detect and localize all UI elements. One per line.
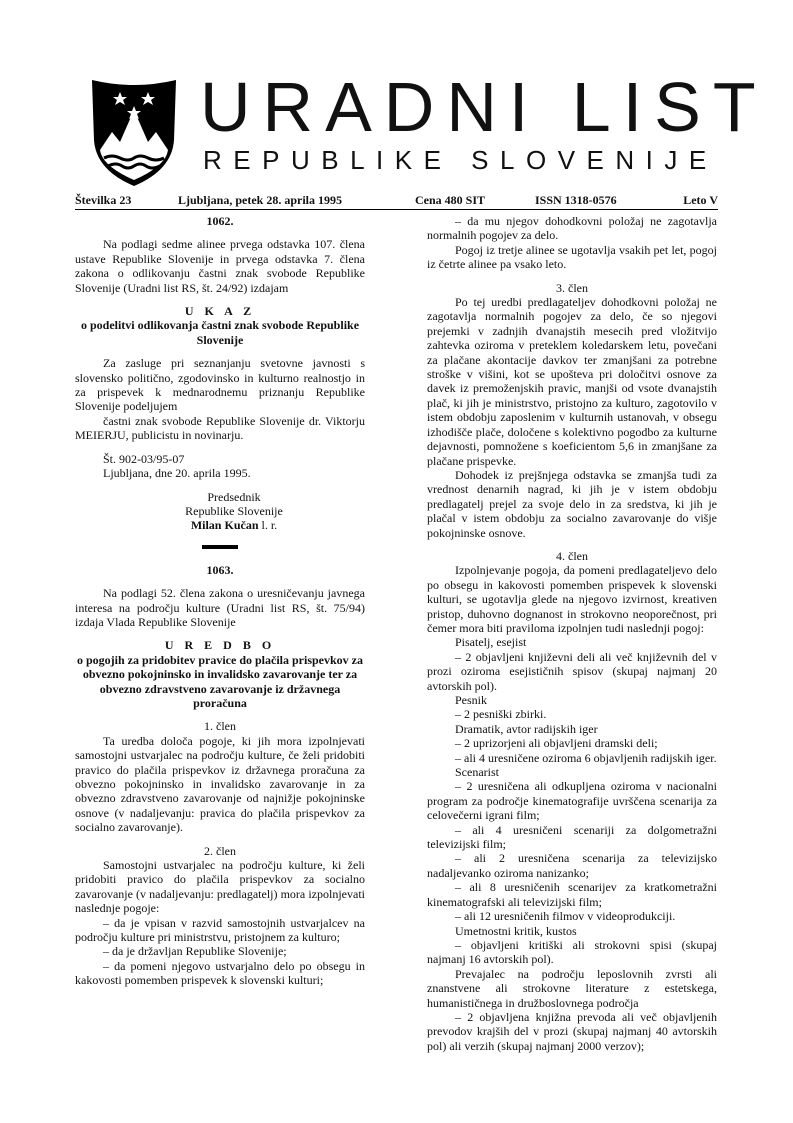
article-list-item: – 2 objavljena knjižna prevoda ali več objavljenih prevodov krajših del v prozi (skupaj najmanj 40 avtorskih pol) ali verzih (skupaj najmanj 2000 verzov); bbox=[427, 1009, 717, 1053]
masthead bbox=[0, 0, 793, 190]
act-1062-date: Ljubljana, dne 20. aprila 1995. bbox=[103, 466, 251, 481]
article-list-item: – objavljeni kritiški ali strokovni spisi (skupaj najmanj 16 avtorskih pol). bbox=[427, 937, 717, 967]
act-1063-heading: U R E D B O bbox=[164, 638, 276, 653]
article-list-item: – ali 2 uresničena scenarija za televizijsko nadaljevanko oziroma nanizanko; bbox=[427, 851, 717, 880]
article-list-item: – 2 pesniški zbirki. bbox=[455, 707, 547, 722]
article-text: Ta uredba določa pogoje, ki jih mora izpolnjevati samostojni ustvarjalec na področju kulture, če želi pridobiti pravico do plačila prispevkov iz državnega proračuna za obvezno pokojninsko in invalidsko zavarovanje in za obvezno zdravstveno zavarovanje od najnižje pokojninske osnove (v nadaljevanju: pravica do plačila prispevkov za socialno zavarovanje). bbox=[75, 733, 365, 835]
issue-number: Številka 23 bbox=[75, 193, 132, 207]
slovenia-coat-of-arms-icon bbox=[88, 76, 180, 188]
article-list-item: – ali 8 uresničenih scenarijev za kratkometražni kinematografski ali televizijski film; bbox=[427, 880, 717, 909]
category-label: Prevajalec na področju leposlovnih zvrsti ali znanstvene ali strokovne literature z estetskega, humanističnega in družboslovnega področja bbox=[427, 966, 717, 1010]
right-column bbox=[427, 214, 717, 1053]
category-label: Pesnik bbox=[455, 693, 488, 707]
category-label: Scenarist bbox=[455, 765, 499, 780]
publication-subtitle: REPUBLIKE SLOVENIJE bbox=[203, 145, 718, 175]
article-text: Dohodek iz prejšnjega odstavka se zmanjša tudi za vrednost denarnih nagrad, ki jih je v istem obdobju predlagatelj prejel za svoje delo in za sredstva, ki jih je plačal v istem obdobju za socialno zavarovanje do višje pokojninske osnove. bbox=[427, 467, 717, 540]
act-1062-reference: Št. 902-03/95-07 bbox=[103, 451, 185, 466]
article-title: 4. člen bbox=[556, 548, 588, 563]
article-list-item: – ali 4 uresničeni scenariji za dolgometražni televizijski film; bbox=[427, 822, 717, 852]
article-list-item: – da je državljan Republike Slovenije; bbox=[103, 944, 287, 959]
article-list-item: – da pomeni njegovo ustvarjalno delo po obsegu in kakovosti pomemben prispevek k slovenski kulturi; bbox=[75, 958, 365, 988]
publication-title: URADNI LIST bbox=[200, 68, 768, 146]
act-1062-intro: Na podlagi sedme alinee prvega odstavka 107. člena ustave Republike Slovenije in prvega odstavka 7. člena zakona o odlikovanju častni znak svobode Republike Slovenije (Uradni list RS, št. 24/92) izdajam bbox=[75, 237, 365, 295]
article-title: 3. člen bbox=[556, 280, 588, 295]
category-label: Pisatelj, esejist bbox=[455, 635, 527, 650]
issue-year: Leto V bbox=[683, 193, 718, 207]
issue-info-bar bbox=[75, 192, 718, 210]
article-text: Samostojni ustvarjalec na področju kulture, ki želi pridobiti pravico do plačila prispevkov za socialno zavarovanje (v nadaljevanju: predlagatelj) mora izpolnjevati naslednje pogoje: bbox=[75, 858, 365, 916]
article-title: 1. člen bbox=[204, 719, 236, 734]
article-list-item: – 2 uprizorjeni ali objavljeni dramski deli; bbox=[455, 736, 658, 751]
article-title: 2. člen bbox=[204, 843, 236, 858]
signature-name bbox=[75, 518, 365, 532]
signature-title: Predsednik bbox=[207, 489, 261, 504]
article-text: Izpolnjevanje pogoja, da pomeni predlagateljevo delo po obsegu in kakovosti pomemben prispevek k slovenski kulturi, se ugotavlja glede na njegovo izvirnost, kreativen pristop, duhovno dognanost in strokovno neoporečnost, pri čemer mora biti praviloma izpolnjen tudi naslednji pogoj: bbox=[427, 563, 717, 635]
act-1062-body: Za zasluge pri seznanjanju svetovne javnosti s slovensko politično, zgodovinsko in kulturno realnostjo in za prispevek k mednarodnemu priznanju Republike Slovenije podeljujem bbox=[75, 356, 365, 414]
act-number-1062: 1062. bbox=[206, 214, 234, 228]
signature-title: Republike Slovenije bbox=[185, 503, 283, 518]
act-1063-intro: Na podlagi 52. člena zakona o uresničevanju javnega interesa na področju kulture (Uradni list RS, št. 75/94) izdaja Vlada Republike Slovenije bbox=[75, 586, 365, 629]
article-list-item: – da mu njegov dohodkovni položaj ne zagotavlja normalnih pogojev za delo. bbox=[427, 214, 717, 243]
signature-suffix: l. r. bbox=[258, 518, 278, 533]
category-label: Dramatik, avtor radijskih iger bbox=[455, 721, 598, 736]
article-text: Pogoj iz tretje alinee se ugotavlja vsakih pet let, pogoj iz četrte alinee pa vsako leto. bbox=[427, 242, 717, 272]
act-1062-body: častni znak svobode Republike Slovenije dr. Viktorju MEIERJU, publicistu in novinarju. bbox=[75, 413, 365, 443]
act-separator bbox=[202, 545, 238, 549]
signatory-name: Milan Kučan bbox=[190, 518, 259, 533]
act-1063-subheading: o pogojih za pridobitev pravice do plačila prispevkov za obvezno pokojninsko in invalidsko zavarovanje ter za obvezno zdravstveno zavarovanje iz državnega proračuna bbox=[76, 652, 363, 710]
article-list-item: – 2 uresničena ali odkupljena oziroma v nacionalni program za področje kinematografije uvrščena scenarija za celovečerni igrani film; bbox=[427, 779, 717, 823]
left-column bbox=[75, 214, 365, 988]
issue-issn: ISSN 1318-0576 bbox=[535, 193, 617, 207]
issue-price: Cena 480 SIT bbox=[415, 193, 486, 207]
act-number-1063: 1063. bbox=[206, 562, 234, 577]
act-1062-subheading: o podelitvi odlikovanja častni znak svobode Republike Slovenije bbox=[80, 318, 360, 347]
article-text: Po tej uredbi predlagateljev dohodkovni položaj ne zagotavlja normalnih pogojev za delo, če so njegovi prejemki v zadnjih dvanajstih mesecih pred vložitvijo zahtevka oziroma v preteklem koledarskem letu, povečani za plačane akontacije davkov ter zmanjšani za potrebne stroške v višini, kot se upošteva pri določitvi osnove za davek iz premoženjskih pravic, manjši od vsote dvanajstih plač, ki jih je ministrstvo, pristojno za kulturo, zagotovilo v istem obdobju zaposlenim v kulturnih ustanovah, v obsegu izhodišče plače, določene s kolektivno pogodbo za kulturne dejavnosti, pomnožene s koeficientom 5,6 in zmanjšane za plačane prispevke. bbox=[427, 295, 717, 468]
article-list-item: – da je vpisan v razvid samostojnih ustvarjalcev na področju kulture pri ministrstvu, pristojnem za kulturo; bbox=[75, 915, 365, 945]
act-1062-heading: U K A Z bbox=[184, 304, 256, 319]
category-label: Umetnostni kritik, kustos bbox=[455, 923, 577, 938]
article-list-item: – ali 12 uresničenih filmov v videoprodukciji. bbox=[455, 909, 676, 924]
article-list-item: – 2 objavljeni književni deli ali več književnih del v prozi oziroma esejističnih spisov (skupaj najmanj 20 avtorskih pol). bbox=[427, 649, 717, 693]
issue-place-date: Ljubljana, petek 28. aprila 1995 bbox=[178, 193, 343, 207]
article-list-item: – ali 4 uresničene oziroma 6 objavljenih radijskih iger. bbox=[455, 750, 717, 765]
